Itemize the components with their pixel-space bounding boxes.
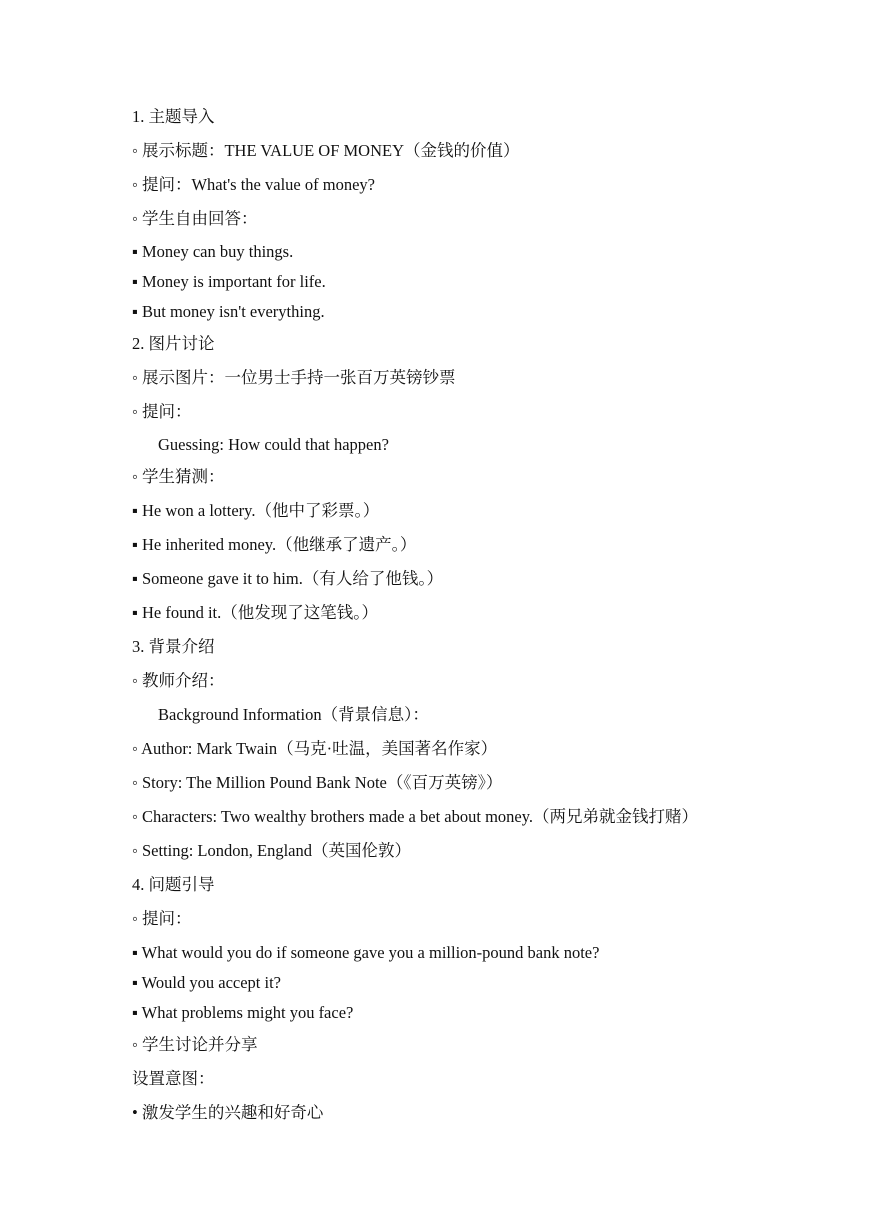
sub-list-item: ▪ What would you do if someone gave you a million-pound bank note? [132,943,600,962]
list-item: ◦ 展示图片：一位男士手持一张百万英镑钞票 [132,368,456,387]
section-heading-4: 4. 问题引导 [132,875,215,894]
sub-list-item: ▪ He inherited money.（他继承了遗产。） [132,535,417,554]
list-item: ◦ 展示标题：THE VALUE OF MONEY（金钱的价值） [132,141,520,160]
sub-list-item: ▪ Would you accept it? [132,973,282,992]
list-item: ◦ 提问：What's the value of money? [132,175,375,194]
intent-item: • 激发学生的兴趣和好奇心 [132,1103,324,1122]
list-item: ◦ Characters: Two wealthy brothers made a bet about money.（两兄弟就金钱打赌） [132,807,699,826]
sub-list-item: ▪ He found it.（他发现了这笔钱。） [132,603,379,622]
sub-list-item: ▪ Someone gave it to him.（有人给了他钱。） [132,569,444,588]
list-item: ◦ 提问： [132,909,192,928]
indented-text: Background Information（背景信息）： [158,705,429,724]
list-item: ◦ 学生猜测： [132,467,225,486]
list-item: ◦ Author: Mark Twain（马克·吐温，美国著名作家） [132,739,498,758]
intent-heading: 设置意图： [132,1069,215,1088]
section-heading-3: 3. 背景介绍 [132,637,215,656]
sub-list-item: ▪ He won a lottery.（他中了彩票。） [132,501,380,520]
sub-list-item: ▪ Money is important for life. [132,272,326,291]
list-item: ◦ 学生自由回答： [132,209,258,228]
section-heading-2: 2. 图片讨论 [132,334,215,353]
list-item: ◦ Story: The Million Pound Bank Note（《百万英镑》） [132,773,503,792]
sub-list-item: ▪ Money can buy things. [132,242,294,261]
sub-list-item: ▪ But money isn't everything. [132,302,325,321]
list-item: ◦ 学生讨论并分享 [132,1035,258,1054]
list-item: ◦ 提问： [132,402,192,421]
section-heading-1: 1. 主题导入 [132,107,215,126]
list-item: ◦ Setting: London, England（英国伦敦） [132,841,412,860]
indented-text: Guessing: How could that happen? [158,435,389,454]
list-item: ◦ 教师介绍： [132,671,225,690]
sub-list-item: ▪ What problems might you face? [132,1003,354,1022]
